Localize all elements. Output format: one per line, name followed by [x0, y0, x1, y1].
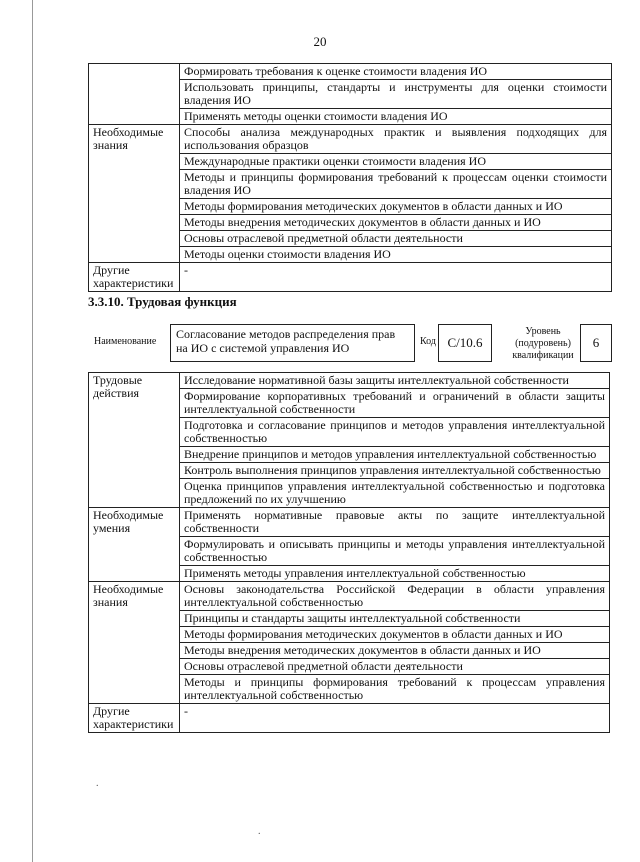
table-row	[89, 704, 610, 733]
row-item: Оценка принципов управления интеллектуальной собственностью и подготовка предложений по их улучшению	[180, 479, 610, 508]
table-row	[89, 373, 610, 389]
row-label: Необходимые знания	[89, 125, 180, 263]
table-row	[89, 125, 612, 154]
row-item: Методы формирования методических документов в области данных и ИО	[180, 627, 610, 643]
scan-mark: .	[258, 826, 261, 837]
row-item: Основы отраслевой предметной области деятельности	[180, 231, 612, 247]
scan-mark: .	[96, 778, 99, 789]
row-item: Исследование нормативной базы защиты интеллектуальной собственности	[180, 373, 610, 389]
row-item: -	[180, 263, 612, 292]
row-label: Другие характеристики	[89, 263, 180, 292]
row-item: Применять нормативные правовые акты по защите интеллектуальной собственности	[180, 508, 610, 537]
table-row	[89, 508, 610, 537]
row-item: Основы отраслевой предметной области деятельности	[180, 659, 610, 675]
table-row	[89, 263, 612, 292]
labor-function-table	[88, 372, 610, 733]
code-label: Код	[420, 336, 436, 347]
row-item: Методы и принципы формирования требований к процессам управления интеллектуальной собственностью	[180, 675, 610, 704]
row-item: Методы внедрения методических документов в области данных и ИО	[180, 215, 612, 231]
table-row	[89, 582, 610, 611]
row-item: Контроль выполнения принципов управления интеллектуальной собственностью	[180, 463, 610, 479]
row-item: Формирование корпоративных требований и ограничений в области защиты интеллектуальной собственности	[180, 389, 610, 418]
page-number: 20	[313, 34, 327, 49]
section-title: 3.3.10. Трудовая функция	[88, 294, 237, 309]
row-item: Формировать требования к оценке стоимости владения ИО	[180, 64, 612, 80]
row-item: Формулировать и описывать принципы и методы управления интеллектуальной собственностью	[180, 537, 610, 566]
row-label: Другие характеристики	[89, 704, 180, 733]
row-label	[89, 64, 180, 125]
row-item: Способы анализа международных практик и выявления подходящих для использования образцов	[180, 125, 612, 154]
qualification-level: 6	[580, 324, 612, 362]
function-code: C/10.6	[438, 324, 492, 362]
name-label: Наименование	[94, 336, 157, 347]
row-item: Внедрение принципов и методов управления интеллектуальной собственностью	[180, 447, 610, 463]
row-item: Принципы и стандарты защиты интеллектуальной собственности	[180, 611, 610, 627]
row-item: Методы внедрения методических документов в области данных и ИО	[180, 643, 610, 659]
row-item: Применять методы оценки стоимости владения ИО	[180, 109, 612, 125]
table-row	[89, 64, 612, 80]
row-label: Необходимые знания	[89, 582, 180, 704]
row-item: Подготовка и согласование принципов и методов управления интеллектуальной собственностью	[180, 418, 610, 447]
row-item: Применять методы управления интеллектуальной собственностью	[180, 566, 610, 582]
row-item: Методы оценки стоимости владения ИО	[180, 247, 612, 263]
requirements-table-top	[88, 63, 612, 292]
row-item: Международные практики оценки стоимости владения ИО	[180, 154, 612, 170]
row-label: Необходимые умения	[89, 508, 180, 582]
row-item: Использовать принципы, стандарты и инструменты для оценки стоимости владения ИО	[180, 80, 612, 109]
row-label: Трудовые действия	[89, 373, 180, 508]
function-name: Согласование методов распределения прав на ИО с системой управления ИО	[170, 324, 415, 362]
row-item: -	[180, 704, 610, 733]
row-item: Методы и принципы формирования требований к процессам оценки стоимости владения ИО	[180, 170, 612, 199]
row-item: Основы законодательства Российской Федерации в области управления интеллектуальной собственностью	[180, 582, 610, 611]
function-header	[88, 324, 618, 366]
level-label: Уровень (подуровень) квалификации	[512, 326, 574, 361]
row-item: Методы формирования методических документов в области данных и ИО	[180, 199, 612, 215]
